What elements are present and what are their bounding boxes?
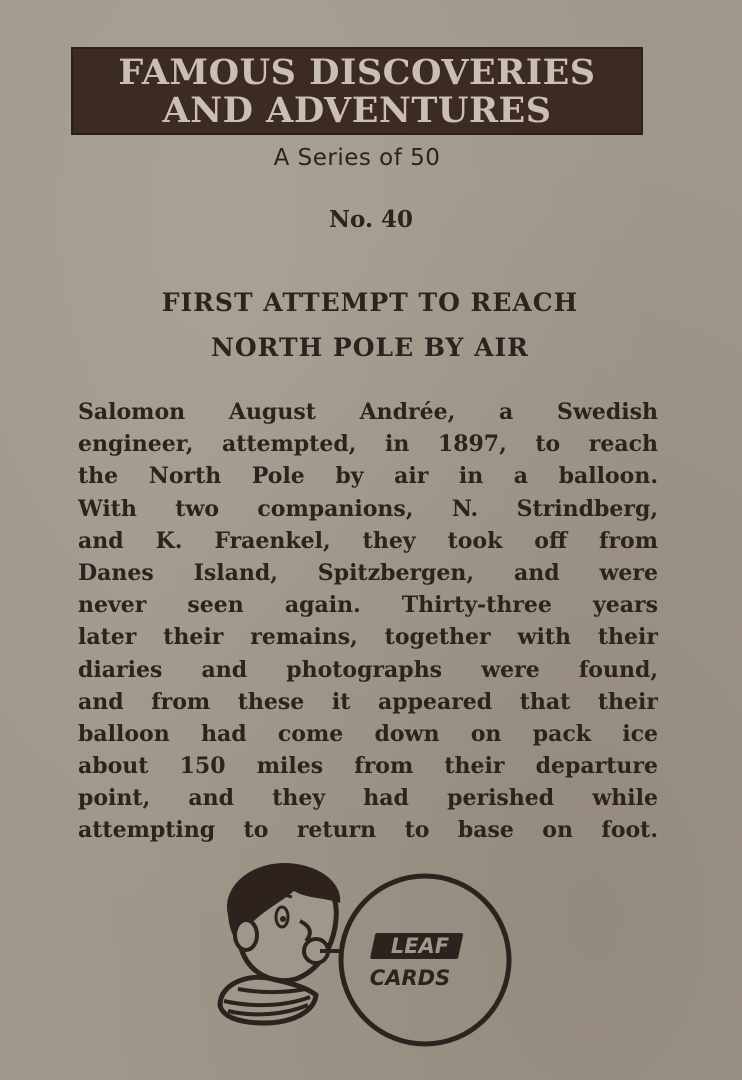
series-title-line-2: AND ADVENTURES [162, 90, 552, 131]
description-line: With two companions, N. Strindberg, [78, 495, 658, 522]
description-line: Danes Island, Spitzbergen, and were [78, 559, 658, 586]
card-title-line-2: NORTH POLE BY AIR [211, 333, 529, 362]
series-title-banner [71, 47, 643, 135]
card-description [78, 396, 658, 847]
card-number: No. 40 [329, 206, 413, 233]
series-count: A Series of 50 [273, 145, 441, 171]
logo-word-leaf: LEAF [390, 934, 450, 958]
description-line: point, and they had perished while [78, 785, 658, 812]
description-line: diaries and photographs were found, [78, 656, 658, 683]
description-line: about 150 miles from their departure [78, 753, 658, 780]
card-title [80, 280, 660, 370]
description-line: engineer, attempted, in 1897, to reach [78, 431, 658, 458]
description-line: the North Pole by air in a balloon. [78, 463, 658, 490]
series-title-line-1: FAMOUS DISCOVERIES [118, 52, 596, 93]
description-line: attempting to return to base on foot. [78, 817, 658, 844]
description-line: later their remains, together with their [78, 624, 658, 651]
boy-blowing-bubble-icon [220, 863, 509, 1044]
leaf-cards-logo [210, 855, 520, 1060]
description-line: and from these it appeared that their [78, 688, 658, 715]
description-line: and K. Fraenkel, they took off from [78, 527, 658, 554]
description-line: Salomon August Andrée, a Swedish [78, 399, 658, 425]
description-line: balloon had come down on pack ice [78, 720, 658, 747]
logo-word-cards: CARDS [369, 966, 451, 990]
description-line: never seen again. Thirty-three years [78, 592, 658, 619]
card-title-line-1: FIRST ATTEMPT TO REACH [161, 288, 579, 317]
